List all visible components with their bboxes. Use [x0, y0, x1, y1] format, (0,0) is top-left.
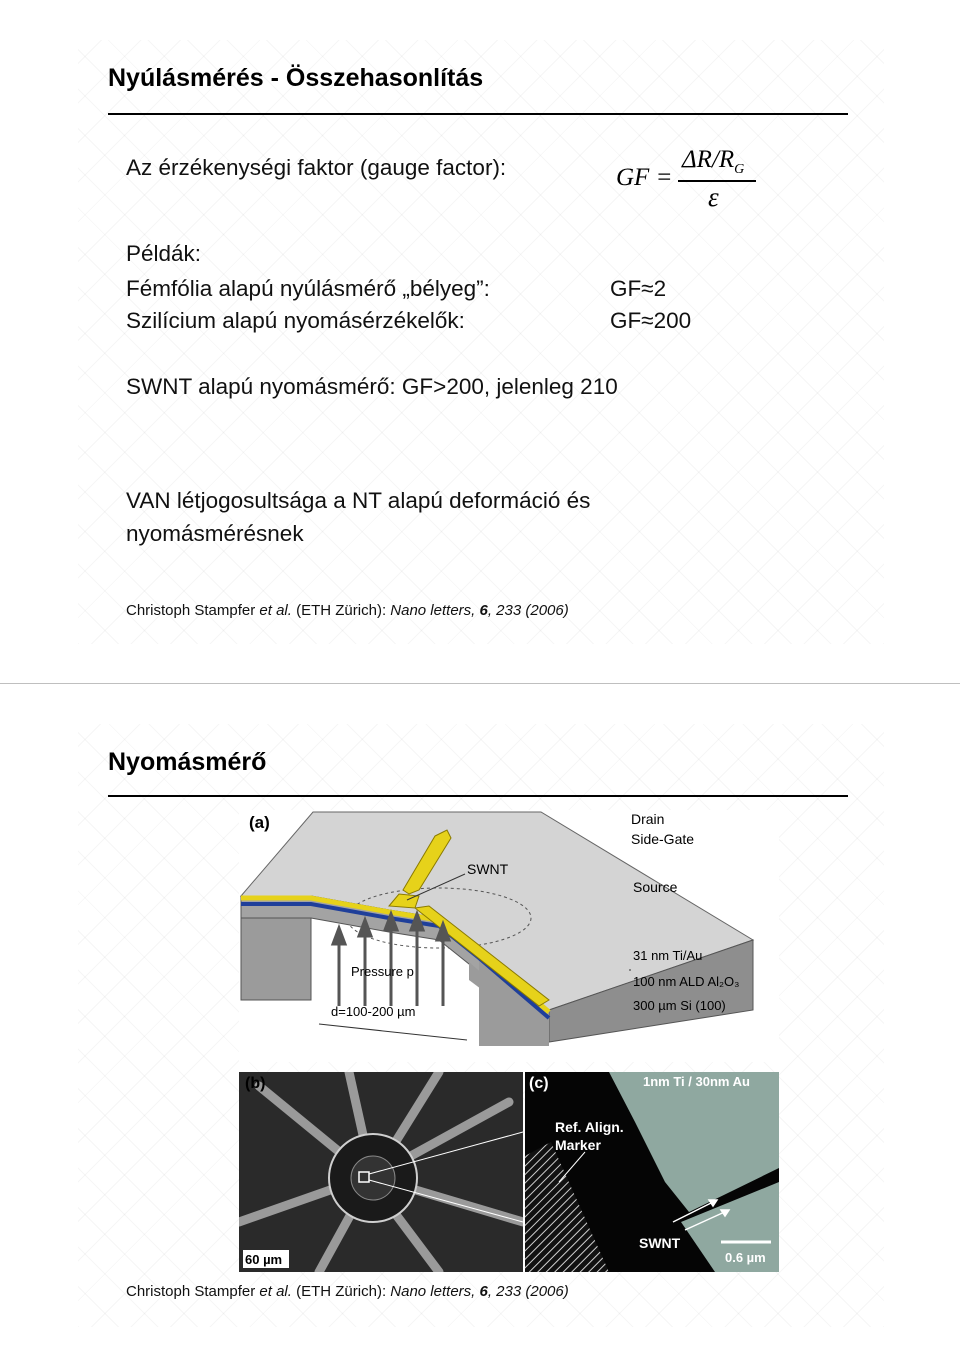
page-divider [0, 683, 960, 684]
formula-numerator-text: ΔR/R [682, 146, 735, 173]
citation-authors: Christoph Stampfer [126, 1283, 256, 1300]
citation [126, 602, 569, 619]
label-swnt: SWNT [467, 861, 509, 877]
citation-etal: et al. [259, 602, 292, 619]
citation-volume: 6 [479, 1283, 488, 1300]
figure-a-schematic [239, 810, 779, 1062]
example-label: Szilícium alapú nyomásérzékelők: [126, 308, 465, 333]
label-marker: Marker [555, 1137, 601, 1153]
label-tiau-layer: 1nm Ti / 30nm Au [643, 1074, 750, 1089]
title-rule [108, 795, 848, 797]
label-drain: Drain [631, 811, 665, 827]
slide-pressure-sensor [78, 724, 884, 1327]
citation-pages: , 233 (2006) [487, 602, 569, 619]
label-layer-tiau: 31 nm Ti/Au [633, 948, 703, 963]
panel-label-b: (b) [245, 1075, 266, 1092]
label-source: Source [633, 879, 678, 895]
conclusion-line: VAN létjogosultsága a NT alapú deformáció és [126, 488, 591, 513]
panel-label-c: (c) [529, 1075, 549, 1092]
label-layer-si: 300 µm Si (100) [633, 998, 726, 1013]
figure-c-sem [525, 1072, 779, 1272]
scale-bar-label-c: 0.6 µm [725, 1250, 766, 1265]
example-value: GF≈2 [610, 276, 667, 301]
citation-pages: , 233 (2006) [487, 1283, 569, 1300]
citation-etal: et al. [259, 1283, 292, 1300]
scale-bar-label-b: 60 µm [245, 1252, 283, 1267]
formula-denominator: ε [708, 182, 719, 212]
label-pressure: Pressure p [351, 964, 414, 979]
label-diameter: d=100-200 µm [331, 1004, 416, 1019]
gauge-factor-formula [616, 146, 776, 216]
slide-comparison [78, 40, 884, 644]
examples-heading: Példák: [126, 241, 202, 266]
example-value: GF≈200 [610, 308, 692, 333]
label-swnt-c: SWNT [639, 1235, 681, 1251]
label-layer-al2o3: 100 nm ALD Al₂O₃ [633, 974, 740, 989]
citation-affiliation: (ETH Zürich): [296, 602, 387, 619]
slide-title: Nyúlásmérés - Összehasonlítás [108, 64, 484, 92]
citation-authors: Christoph Stampfer [126, 602, 256, 619]
gauge-factor-intro: Az érzékenységi faktor (gauge factor): [126, 155, 507, 180]
panel-label-a: (a) [249, 813, 270, 832]
label-side-gate: Side-Gate [631, 831, 695, 847]
label-ref-align: Ref. Align. [555, 1119, 624, 1135]
formula-numerator-sub: G [734, 162, 745, 177]
citation [126, 1283, 569, 1300]
example-label: Fémfólia alapú nyúlásmérő „bélyeg”: [126, 276, 490, 301]
citation-journal: Nano letters, [390, 602, 476, 619]
formula-numerator [682, 146, 744, 178]
formula-lhs: GF = [616, 164, 673, 191]
slide-title: Nyomásmérő [108, 748, 267, 776]
citation-volume: 6 [479, 602, 488, 619]
citation-affiliation: (ETH Zürich): [296, 1283, 387, 1300]
citation-journal: Nano letters, [390, 1283, 476, 1300]
conclusion-line: nyomásmérésnek [126, 521, 304, 546]
swnt-gauge-line: SWNT alapú nyomásmérő: GF>200, jelenleg 210 [126, 374, 618, 399]
title-rule [108, 113, 848, 115]
figure-b-micrograph [239, 1072, 523, 1272]
